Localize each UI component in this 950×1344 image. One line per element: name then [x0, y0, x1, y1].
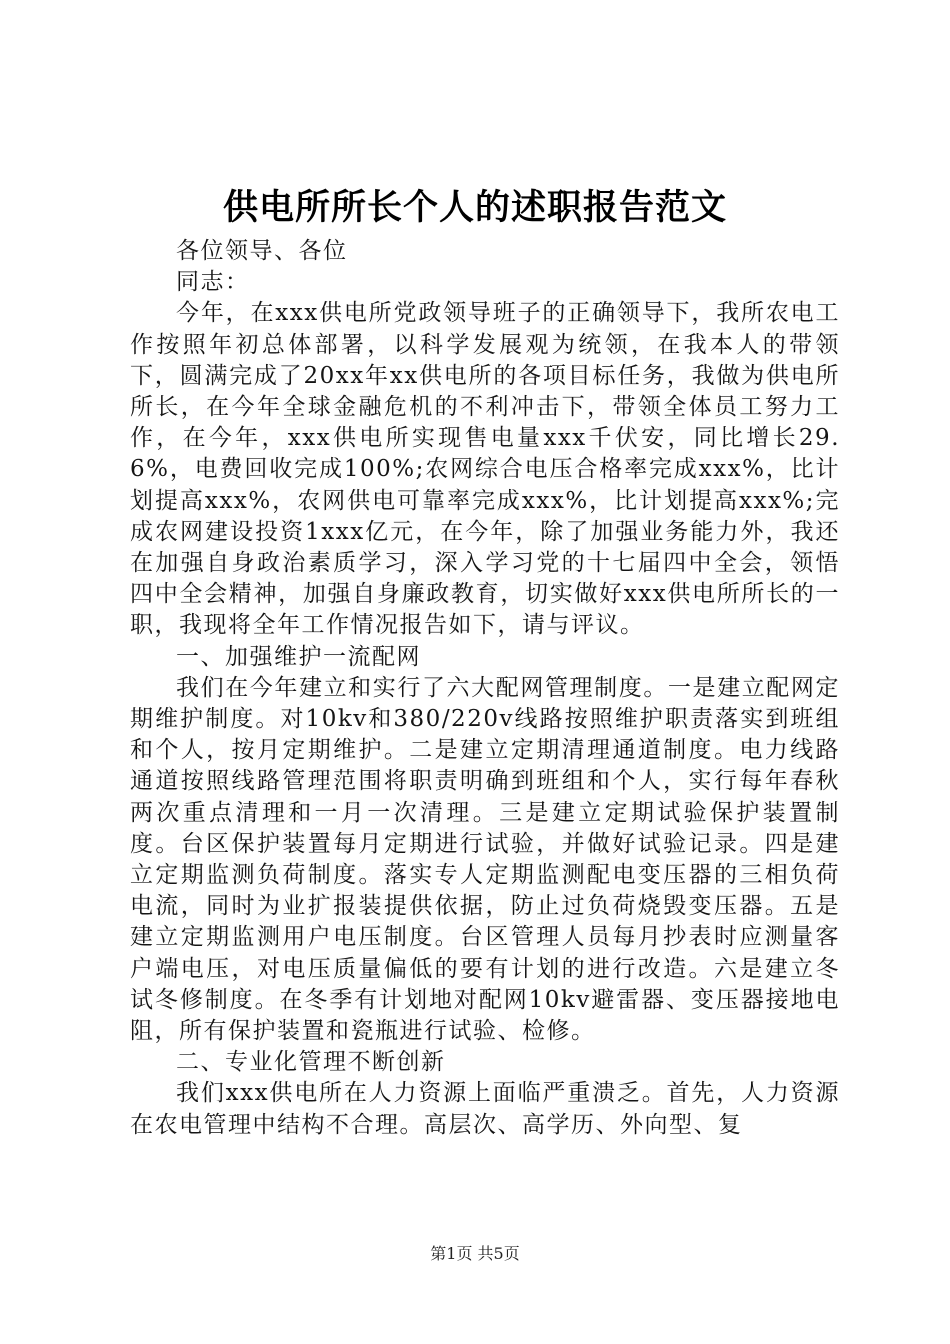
- section-heading: 二、专业化管理不断创新: [176, 1049, 446, 1076]
- page-number: 第1页 共5页: [430, 1244, 520, 1263]
- body-paragraph: 我们xxx供电所在人力资源上面临严重溃乏。首先，人力资源在农电管理中结构不合理。高层次、高学历、外向型、复: [130, 1080, 840, 1138]
- body-paragraph: 我们在今年建立和实行了六大配网管理制度。一是建立配网定期维护制度。对10kv和380/220v线路按照维护职责落实到班组和个人，按月定期维护。二是建立定期清理通道制度。电力线路通道按照线路管理范围将职责明确到班组和个人，实行每年春秋两次重点清理和一月一次清理。三是建立定期试验保护装置制度。台区保护装置每月定期进行试验，并做好试验记录。四是建立定期监测负荷制度。落实专人定期监测配电变压器的三相负荷电流，同时为业扩报装提供依据，防止过负荷烧毁变压器。五是建立定期监测用户电压制度。台区管理人员每月抄表时应测量客户端电压，对电压质量偏低的要有计划的进行改造。六是建立冬试冬修制度。在冬季有计划地对配网10kv避雷器、变压器接地电阻，所有保护装置和瓷瓶进行试验、检修。: [130, 674, 840, 1045]
- greeting-line: 同志：: [176, 269, 250, 296]
- greeting-line: 各位领导、各位: [176, 238, 348, 264]
- section-heading: 一、加强维护一流配网: [176, 643, 421, 670]
- document-title: 供电所所长个人的述职报告范文: [222, 187, 727, 228]
- body-paragraph: 今年，在xxx供电所党政领导班子的正确领导下，我所农电工作按照年初总体部署，以科学发展观为统领，在我本人的带领下，圆满完成了20xx年xx供电所的各项目标任务，我做为供电所所长，在今年全球金融危机的不利冲击下，带领全体员工努力工作，在今年，xxx供电所实现售电量xxx千伏安，同比增长29.6%，电费回收完成100%;农网综合电压合格率完成xxx%，比计划提高xxx%，农网供电可靠率完成xxx%，比计划提高xxx%;完成农网建设投资1xxx亿元，在今年，除了加强业务能力外，我还在加强自身政治素质学习，深入学习党的十七届四中全会，领悟四中全会精神，加强自身廉政教育，切实做好xxx供电所所长的一职，我现将全年工作情况报告如下，请与评议。: [130, 300, 840, 639]
- document-body: [130, 236, 840, 1141]
